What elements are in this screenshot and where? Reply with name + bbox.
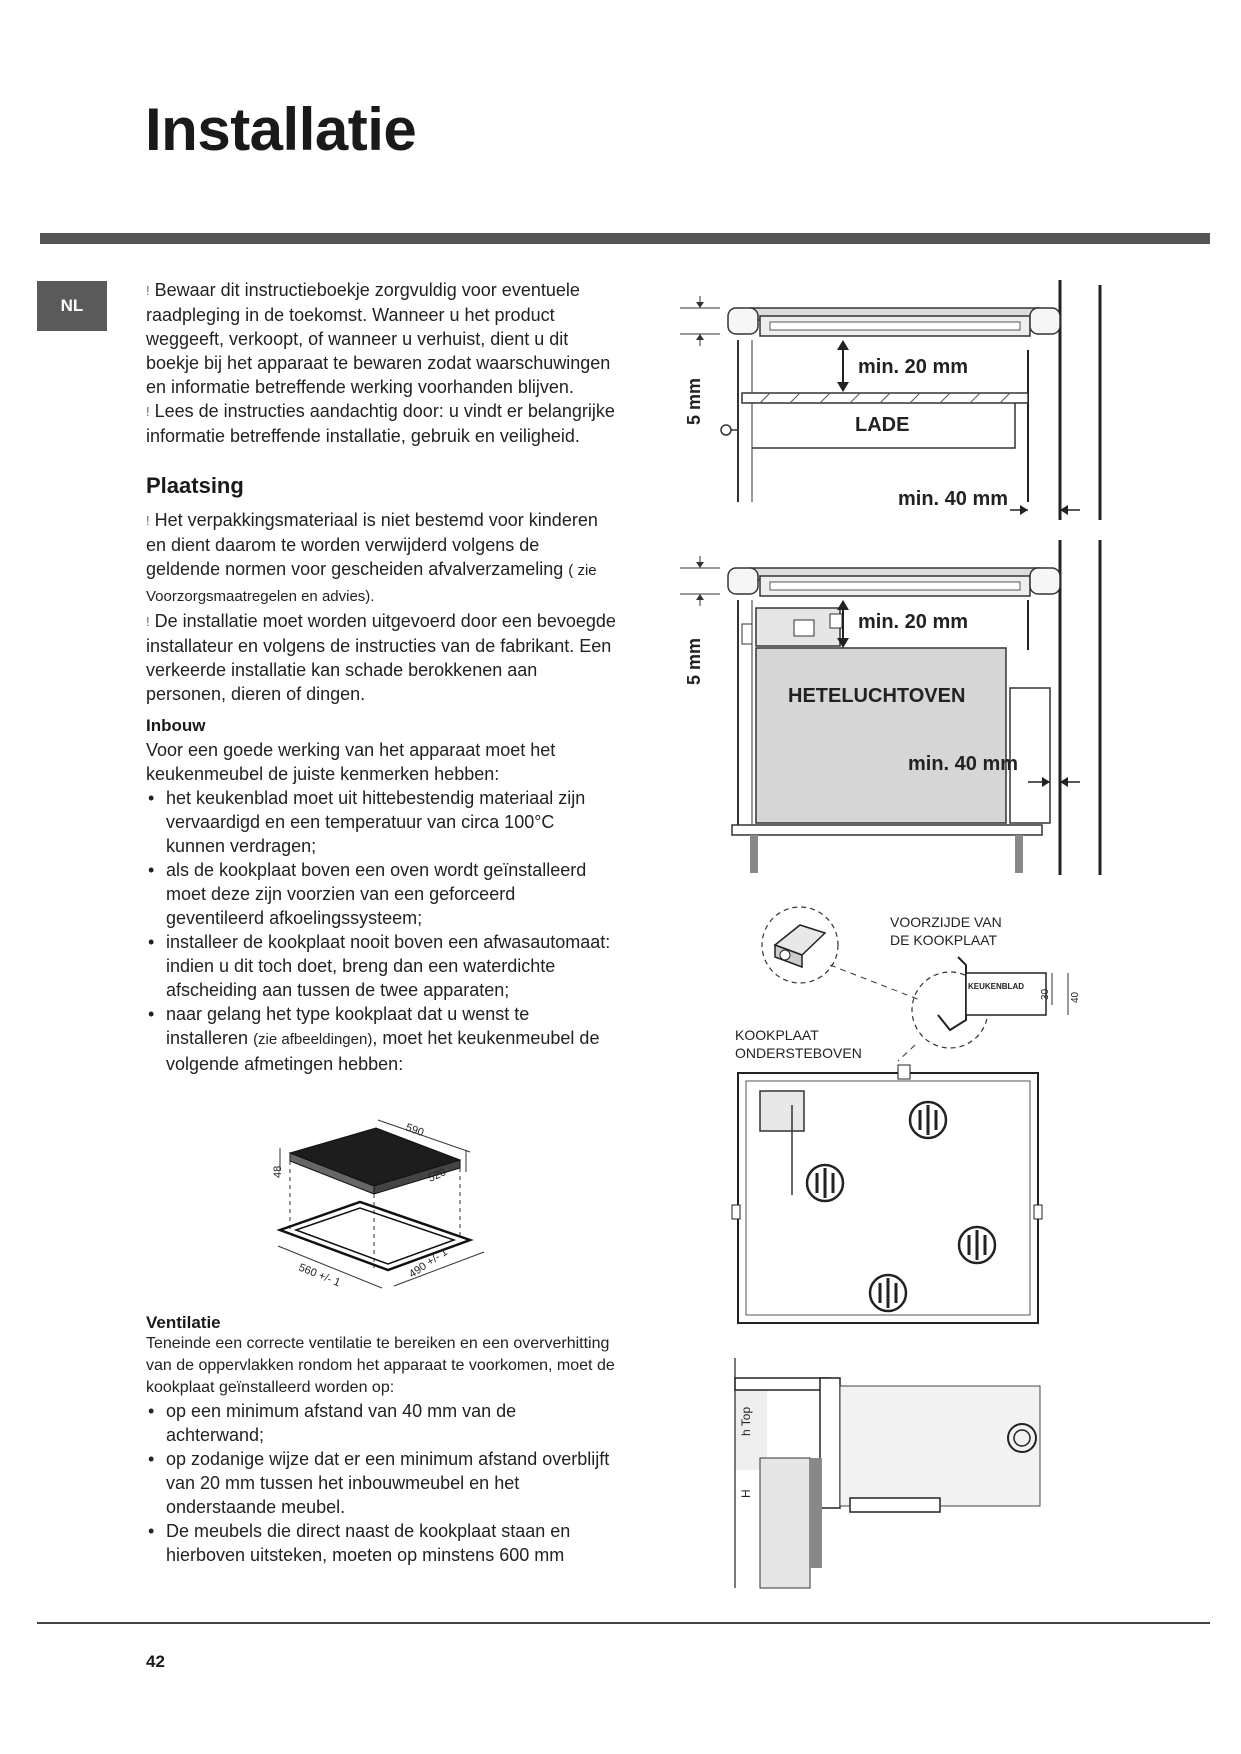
section-height-diagram: [730, 1358, 1050, 1588]
side-gap-label: 5 mm: [684, 377, 704, 425]
hob-top-plate: [290, 1128, 460, 1194]
ventilatie-list: [146, 1399, 616, 1567]
h-top-label: h Top: [739, 1406, 753, 1436]
list-item: • het keukenblad moet uit hittebestendig materiaal zijn vervaardigd en een temperatuur van circa 100°C kunnen verdragen;: [146, 786, 616, 858]
dim-width-label: 590: [403, 1121, 426, 1140]
warning-mark: !: [146, 283, 150, 298]
subheading-inbouw: Inbouw: [146, 716, 206, 735]
bracket-mounting-diagram: [730, 905, 1090, 1345]
inbouw-intro: Voor een goede werking van het apparaat moet het keukenmeubel de juiste kenmerken hebben:: [146, 740, 556, 784]
list-item: • als de kookplaat boven een oven wordt geïnstalleerd moet deze zijn voorzien van een geforceerd geventileerd afkoelingssysteem;: [146, 858, 616, 930]
hob-underside: [732, 1065, 1042, 1323]
drawer-label: LADE: [855, 414, 910, 436]
dim-height-label: 48: [272, 1165, 284, 1178]
oven-body: [756, 648, 1006, 823]
list-item: • De meubels die direct naast de kookplaat staan en hierboven uitsteken, moeten op minstens 600 mm: [146, 1519, 616, 1567]
top-gap-label: min. 20 mm: [858, 611, 969, 633]
list-item: • op zodanige wijze dat er een minimum afstand overblijft van 20 mm tussen het inbouwmeubel en het onderstaande meubel.: [146, 1447, 616, 1519]
drawer-clearance-diagram: [680, 280, 1100, 525]
page-number: 42: [146, 1652, 165, 1671]
h-label: H: [739, 1489, 753, 1498]
counter-label: KEUKENBLAD: [968, 982, 1024, 991]
hob-profile: [728, 308, 1060, 336]
oven-clearance-diagram: [680, 540, 1100, 880]
ventilatie-intro: Teneinde een correcte ventilatie te bereiken en een oververhitting van de oppervlakken rondom het apparaat te voorkomen, moet de kookplaat geïnstalleerd worden op:: [146, 1335, 615, 1396]
cross-reference: (zie afbeeldingen): [253, 1031, 373, 1048]
plaatsing-paragraph-2: ! De installatie moet worden uitgevoerd door een bevoegde installateur en volgens de instructies van de fabrikant. Een verkeerde installatie kan schade berokkenen aan personen, dieren of dingen.: [146, 611, 616, 704]
side-gap-label: 5 mm: [684, 637, 704, 685]
page-title: Installatie: [145, 96, 417, 163]
list-item: • naar gelang het type kookplaat dat u wenst te installeren (zie afbeeldingen), moet het keukenmeubel de volgende afmetingen hebben:: [146, 1002, 616, 1076]
cutout-dimension-diagram: [270, 1118, 500, 1298]
cross-reference: ( zie Voorzorgsmaatregelen en advies).: [146, 562, 597, 605]
header-rule: [40, 233, 1210, 244]
hob-profile: [728, 568, 1060, 596]
footer-rule: [37, 1622, 1210, 1624]
upside-down-label-1: KOOKPLAAT: [735, 1027, 819, 1043]
text-column: [146, 278, 616, 1076]
section-heading-plaatsing: Plaatsing: [146, 473, 244, 498]
oven-label: HETELUCHTOVEN: [788, 685, 966, 707]
warning-mark: !: [146, 513, 150, 528]
wall-gap-label: min. 40 mm: [898, 488, 1009, 510]
front-label-2: DE KOOKPLAAT: [890, 932, 998, 948]
inbouw-list: [146, 786, 616, 1076]
list-item: • op een minimum afstand van 40 mm van de achterwand;: [146, 1399, 616, 1447]
top-gap-label: min. 20 mm: [858, 356, 969, 378]
dim-cutout-width-label: 560 +/- 1: [296, 1261, 342, 1290]
dim-30-label: 30: [1040, 988, 1051, 1000]
list-item: • installeer de kookplaat nooit boven een afwasautomaat: indien u dit toch doet, breng dan een waterdichte afscheiding aan tussen de twee apparaten;: [146, 930, 616, 1002]
front-label-1: VOORZIJDE VAN: [890, 914, 1002, 930]
dim-depth-label: 520: [426, 1166, 448, 1185]
language-tab: NL: [37, 281, 107, 331]
warning-mark: !: [146, 404, 150, 419]
upside-down-label-2: ONDERSTEBOVEN: [735, 1045, 862, 1061]
dim-40-label: 40: [1070, 991, 1081, 1003]
warning-mark: !: [146, 614, 150, 629]
ventilatie-section: [146, 1305, 616, 1567]
wall-gap-label: min. 40 mm: [908, 753, 1019, 775]
plaatsing-paragraph-1: ! Het verpakkingsmateriaal is niet bestemd voor kinderen en dient daarom te worden verwijderd volgens de geldende normen voor gescheiden afvalverzameling ( zie Voorzorgsmaatregelen en advies).: [146, 510, 598, 605]
subheading-ventilatie: Ventilatie: [146, 1313, 221, 1332]
dim-cutout-depth-label: 490 +/- 1: [406, 1246, 450, 1281]
intro-paragraph-1: ! Bewaar dit instructieboekje zorgvuldig voor eventuele raadpleging in de toekomst. Wanneer u het product weggeeft, verkoopt, of wanneer u verhuist, dient u dit boekje bij het apparaat te bewaren zodat waarschuwingen en informatie betreffende werking voorhanden blijven.: [146, 280, 611, 397]
intro-paragraph-2: ! Lees de instructies aandachtig door: u vindt er belangrijke informatie betreffende installatie, gebruik en veiligheid.: [146, 401, 615, 446]
